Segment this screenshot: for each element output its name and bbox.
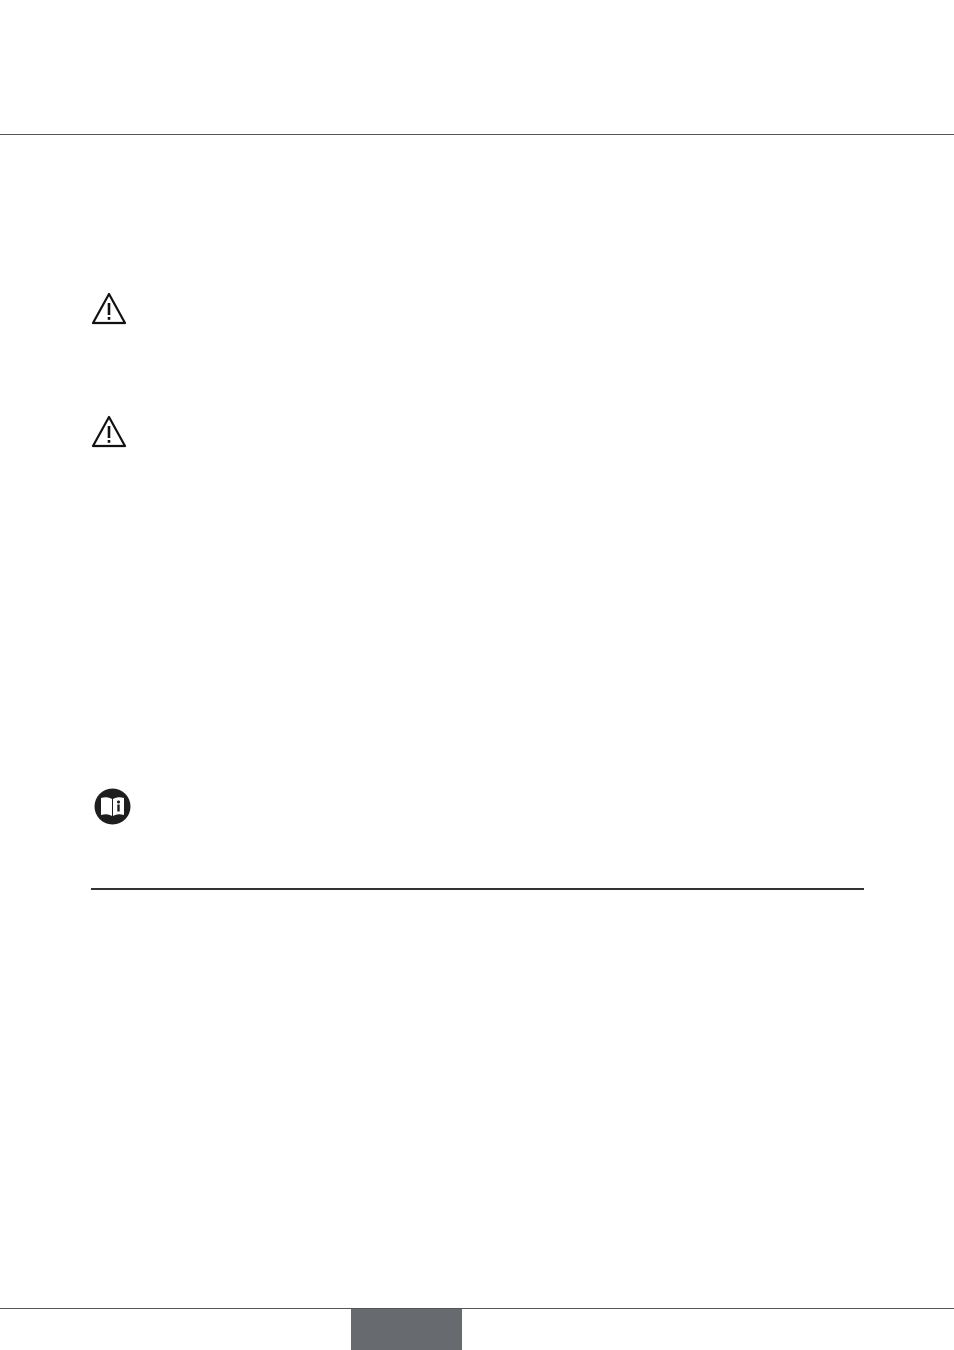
page-number-tab	[351, 1309, 462, 1350]
warning-box-2	[91, 415, 863, 523]
manual-info-icon	[94, 788, 131, 825]
header-divider-v	[400, 868, 401, 888]
header-divider	[0, 134, 954, 135]
header-divider-v	[350, 868, 351, 888]
header-divider-h	[91, 867, 641, 868]
warning-triangle-icon	[91, 292, 127, 325]
warning-bottom-line	[91, 520, 863, 523]
table-header-row-1	[91, 846, 864, 868]
warning-bottom-line	[91, 408, 863, 409]
header-color-bar-right	[636, 0, 954, 41]
table-header-description	[641, 868, 864, 888]
header-divider-v	[505, 868, 506, 888]
warning-triangle-icon	[91, 415, 127, 448]
warning-body	[91, 449, 863, 520]
warning-band	[137, 439, 863, 449]
warning-box-1	[91, 292, 863, 409]
brand-logo	[636, 57, 736, 97]
warning-band	[137, 316, 863, 326]
header-color-bar-left	[0, 0, 318, 41]
note-box	[91, 782, 863, 832]
header-divider-v	[177, 868, 178, 888]
header-divider-v	[641, 846, 642, 888]
footer-divider	[0, 1308, 954, 1309]
header-divider-v	[600, 868, 601, 888]
status-table	[91, 846, 864, 1193]
warning-body	[91, 326, 863, 405]
table-header-row-2	[91, 868, 641, 888]
table-header-rule	[91, 888, 864, 890]
warning-bottom-line	[91, 405, 863, 406]
